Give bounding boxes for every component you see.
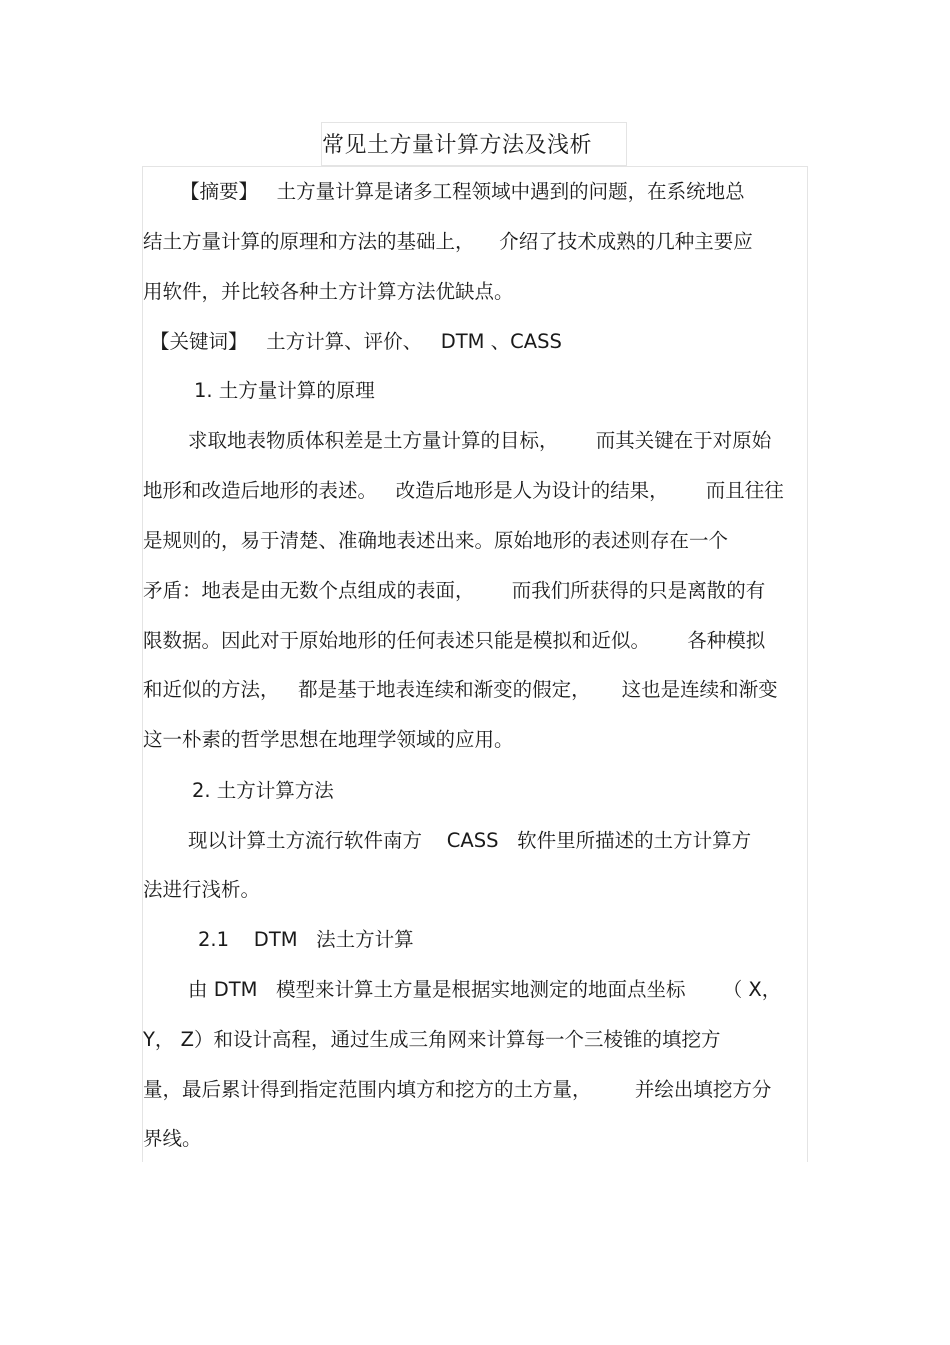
- paragraph-line: 量，最后累计得到指定范围内填方和挖方的土方量， 并绘出填挖方分: [143, 1078, 772, 1101]
- paragraph-line: 法进行浅析。: [143, 878, 261, 901]
- abstract-line-2: 结土方量计算的原理和方法的基础上， 介绍了技术成熟的几种主要应: [143, 230, 753, 253]
- keywords-line: 【关键词】 土方计算、评价、 DTM 、CASS: [150, 330, 562, 353]
- document-title: 常见土方量计算方法及浅析: [322, 133, 593, 158]
- paragraph-line: 现以计算土方流行软件南方 CASS 软件里所描述的土方计算方: [188, 829, 752, 852]
- section-2-1-heading: 2.1 DTM 法土方计算: [198, 928, 414, 951]
- text-frame: [142, 166, 808, 1162]
- paragraph-line: 限数据。因此对于原始地形的任何表述只能是模拟和近似。 各种模拟: [143, 629, 766, 652]
- section-1-heading: 1. 土方量计算的原理: [194, 379, 375, 402]
- paragraph-line: 矛盾：地表是由无数个点组成的表面， 而我们所获得的只是离散的有: [143, 579, 766, 602]
- paragraph-line: Y， Z）和设计高程，通过生成三角网来计算每一个三棱锥的填挖方: [143, 1028, 721, 1051]
- paragraph-line: 和近似的方法， 都是基于地表连续和渐变的假定， 这也是连续和渐变: [143, 678, 778, 701]
- section-2-heading: 2. 土方计算方法: [192, 779, 334, 802]
- paragraph-line: 是规则的，易于清楚、准确地表述出来。原始地形的表述则存在一个: [143, 529, 729, 552]
- paragraph-line: 由 DTM 模型来计算土方量是根据实地测定的地面点坐标 （ X，: [188, 978, 782, 1001]
- paragraph-line: 这一朴素的哲学思想在地理学领域的应用。: [143, 728, 514, 751]
- abstract-line-3: 用软件，并比较各种土方计算方法优缺点。: [143, 280, 514, 303]
- abstract-line-1: 【摘要】 土方量计算是诸多工程领域中遇到的问题，在系统地总: [180, 180, 745, 203]
- paragraph-line: 界线。: [143, 1127, 202, 1150]
- paragraph-line: 地形和改造后地形的表述。 改造后地形是人为设计的结果， 而且往往: [143, 479, 784, 502]
- paragraph-line: 求取地表物质体积差是土方量计算的目标， 而其关键在于对原始: [188, 429, 772, 452]
